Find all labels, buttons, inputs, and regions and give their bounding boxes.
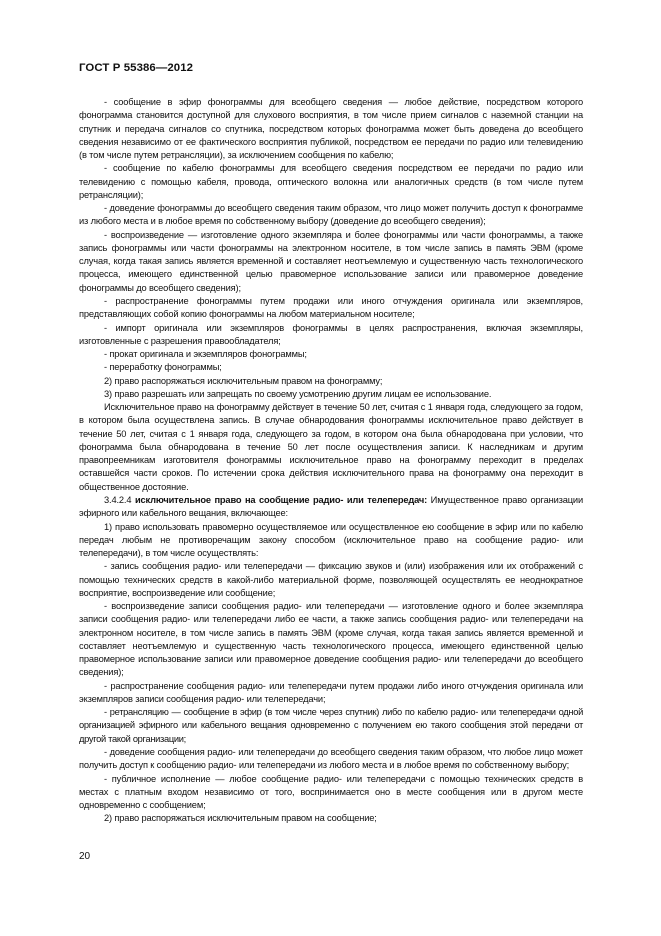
page-number: 20 (79, 851, 91, 862)
paragraph: - распространение фонограммы путем продажи или иного отчуждения оригинала или экземпляров, представляющих собой копию фонограммы на любом материальном носителе; (79, 295, 583, 320)
paragraph: - публичное исполнение — любое сообщение радио- или телепередачи с помощью технических средств в местах с платным входом независимо от того, воспринимается оно в месте сообщения или в другом месте одновременно с сообщением; (79, 773, 583, 811)
body-text (79, 96, 583, 826)
paragraph: - ретрансляцию — сообщение в эфир (в том числе через спутник) либо по кабелю радио- или телепередачи одной организацией эфирного или кабельного вещания одновременно с получением ею такого сообщения этой передачи от другой такой организации; (79, 707, 583, 744)
paragraph: Исключительное право на фонограмму действует в течение 50 лет, считая с 1 января года, следующего за годом, в котором была осуществлена запись. В случае обнародования фонограммы исключительное право действует в течение 50 лет, считая с 1 января года, следующего за годом, в котором она была обнародована при условии, что фонограмма была обнародована в течение 50 лет после осуществления записи. К наследникам и другим правопреемникам изготовителя фонограммы исключительное право на фонограмму переходит в пределах оставшейся части сроков. По истечении срока действия исключительного права на фонограмму она переходит в общественное достояние. (79, 402, 583, 492)
paragraph: - воспроизведение — изготовление одного экземпляра и более фонограммы или части фонограммы, а также запись фонограммы или части фонограммы на электронном носителе, в том числе запись в память ЭВМ (кроме случая, когда такая запись является временной и составляет неотъемлемую и существенную часть технологического процесса, имеющего единственной целью правомерное использование записи или правомерное доведение фонограммы до всеобщего сведения); (79, 229, 583, 293)
paragraph: 2) право распоряжаться исключительным правом на фонограмму; (104, 375, 383, 386)
paragraph: - распространение сообщения радио- или телепередачи путем продажи либо иного отчуждения оригинала или экземпляров записи сообщения радио- или телепередачи; (79, 680, 583, 704)
paragraph: - воспроизведение записи сообщения радио- или телепередачи — изготовление одного и более экземпляра записи сообщения радио- или телепередачи либо ее части, а также запись сообщения радио- или телепередачи на электронном носителе, в том числе запись в память ЭВМ (кроме случая, когда такая запись является временной и составляет неотъемлемую и существенную часть технологического процесса, имеющего единственной целью правомерное использование записи или правомерное доведение сообщения радио- или телепередачи до всеобщего сведения); (79, 601, 583, 678)
paragraph: - переработку фонограммы; (104, 362, 222, 373)
section-paragraph (79, 494, 583, 521)
paragraph: - импорт оригинала или экземпляров фонограммы в целях распространения, включая экземпляры, изготовленные с разрешения правообладателя; (79, 322, 583, 346)
paragraph: 3) право разрешать или запрещать по своему усмотрению другим лицам ее использование. (104, 388, 492, 399)
paragraph: - запись сообщения радио- или телепередачи — фиксацию звуков и (или) изображения или их отображений с помощью технических средств в какой-либо материальной форме, позволяющей осуществлять ее неоднократное восприятие, воспроизведение или сообщение; (79, 561, 583, 598)
paragraph: - прокат оригинала и экземпляров фонограммы; (104, 349, 307, 360)
paragraph: - сообщение в эфир фонограммы для всеобщего сведения — любое действие, посредством которого фонограмма становится доступной для слухового восприятия, в том числе прием сигналов с наземной станции на спутник и передача сигналов со спутника, посредством которых фонограмма может быть доведена до всеобщего сведения независимо от ее фактического восприятия публикой, посредством ее передачи по радио или телевидению (в том числе путем ретрансляции), за исключением сообщения по кабелю; (79, 97, 583, 161)
paragraph: 1) право использовать правомерно осуществляемое или осуществленное ею сообщение в эфир или по кабелю передач любым не противоречащим закону способом (исключительное право на сообщение радио- или телепередачи), в том числе осуществлять: (79, 521, 583, 559)
paragraph: 2) право распоряжаться исключительным правом на сообщение; (104, 813, 377, 824)
paragraph: - доведение сообщения радио- или телепередачи до всеобщего сведения таким образом, что любое лицо может получить доступ к сообщению радио- или телепередачи из любого места и в любое время по собственному выбору; (79, 747, 583, 771)
section-number: 3.4.2.4 (104, 494, 132, 505)
defined-term: исключительное право на сообщение радио- или телепередач: (134, 494, 428, 505)
standard-header: ГОСТ Р 55386—2012 (79, 62, 194, 74)
paragraph: - сообщение по кабелю фонограммы для всеобщего сведения посредством ее передачи по радио или телевидению с помощью кабеля, провода, оптического волокна или аналогичных средств (в том числе путем ретрансляции); (79, 163, 583, 200)
paragraph: - доведение фонограммы до всеобщего сведения таким образом, что лицо может получить доступ к фонограмме из любого места и в любое время по собственному выбору (доведение до всеобщего сведения); (79, 203, 583, 227)
definition-text: Имущественное право организации эфирного или кабельного вещания, включающее: (79, 494, 584, 519)
